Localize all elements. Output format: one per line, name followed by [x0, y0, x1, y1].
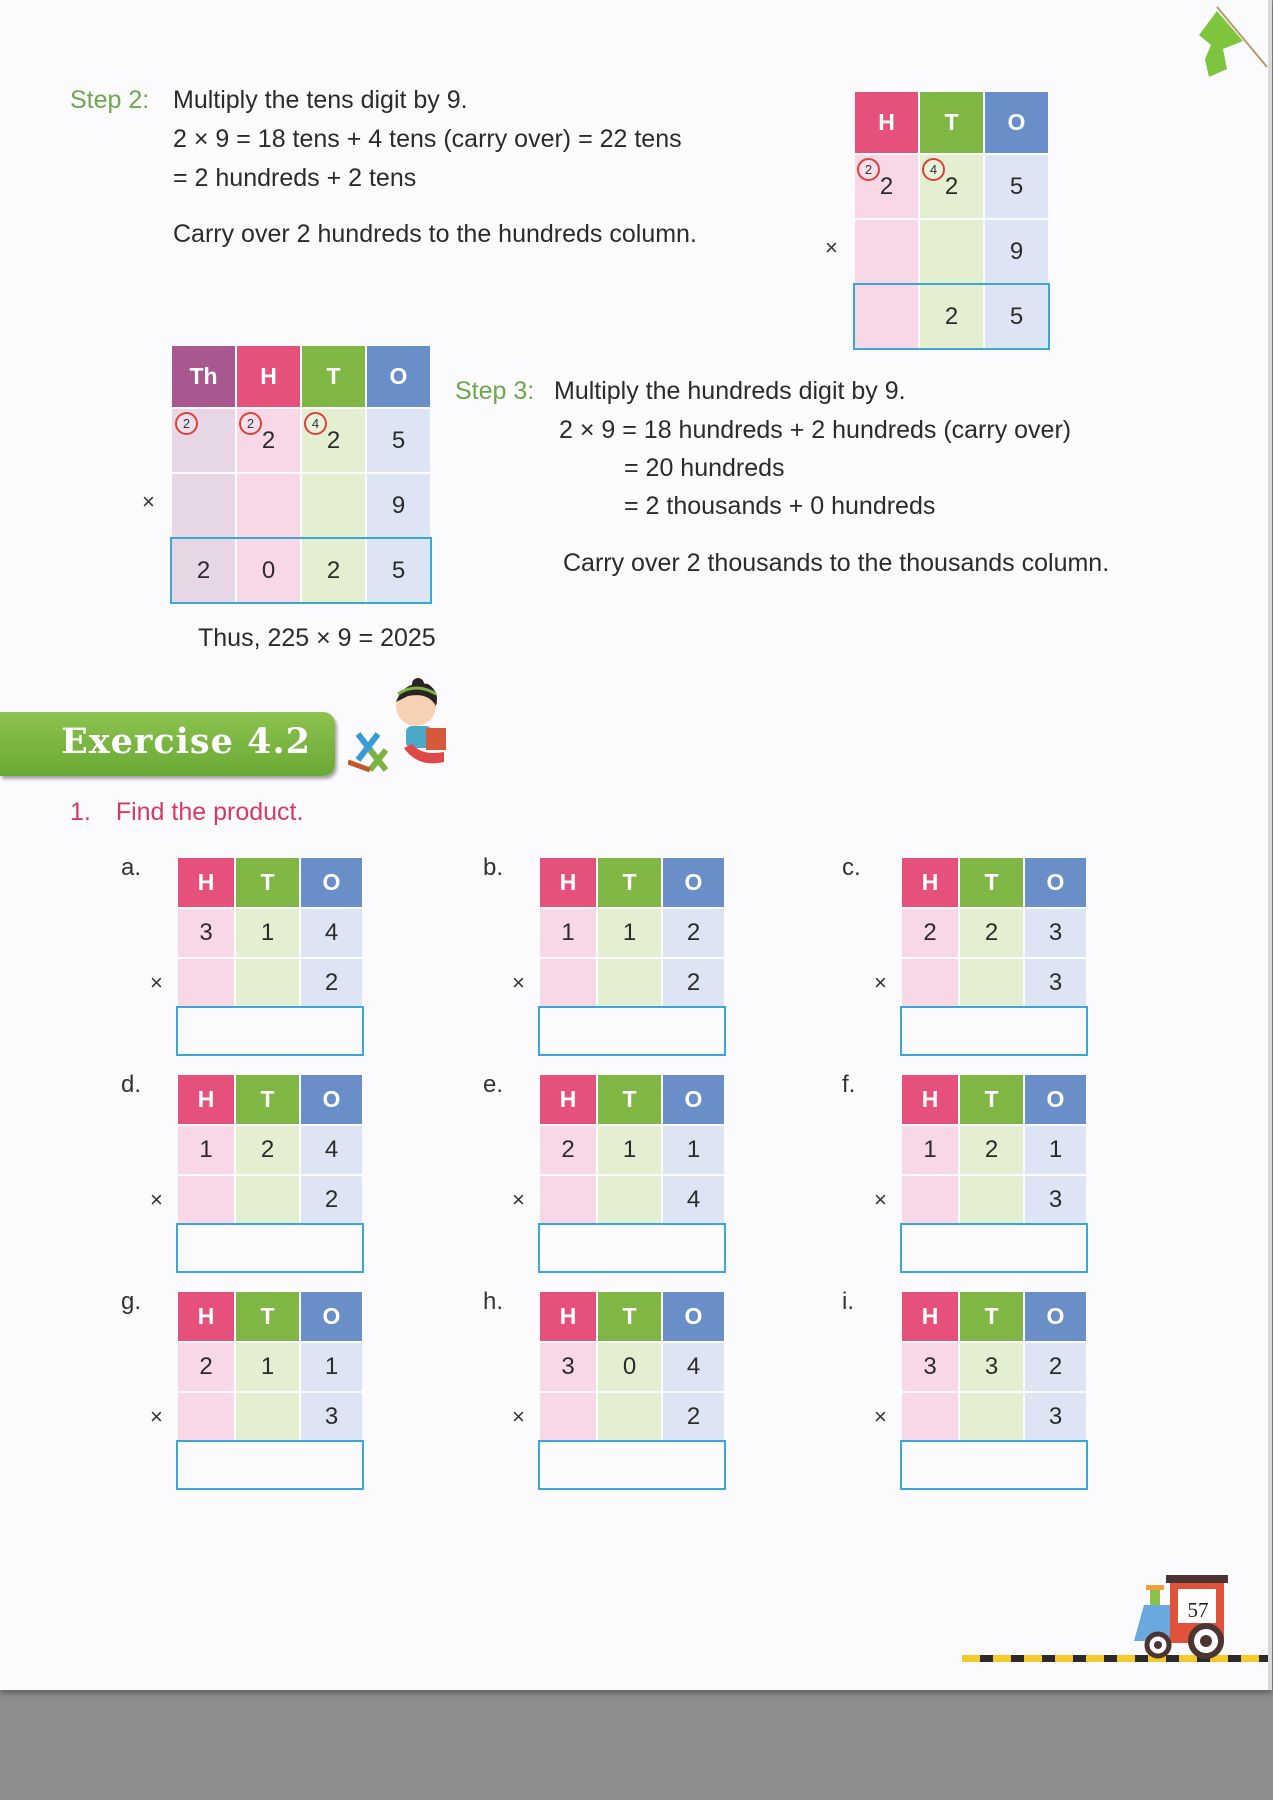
row1-hundreds: 2	[237, 409, 300, 472]
header-tens: T	[960, 858, 1023, 907]
problem-label: b.	[483, 854, 504, 881]
row2-tens	[236, 1176, 299, 1224]
header-tens: T	[960, 1292, 1023, 1341]
header-ones: O	[663, 1292, 724, 1341]
multiply-sign: ×	[150, 970, 163, 995]
header-hundreds: H	[855, 92, 918, 153]
row2-ones: 4	[663, 1176, 724, 1224]
row2-ones: 3	[1025, 959, 1086, 1007]
header-tens: T	[598, 1075, 661, 1124]
page-number: 57	[1187, 1598, 1209, 1622]
answer-tens: 2	[920, 285, 983, 348]
header-tens: T	[236, 858, 299, 907]
multiply-sign: ×	[874, 970, 887, 995]
row1-ones: 2	[1025, 1343, 1086, 1391]
header-tens: T	[302, 346, 365, 407]
header-ones: O	[1025, 1292, 1086, 1341]
header-hundreds: H	[540, 1075, 596, 1124]
row2-tens	[920, 220, 983, 283]
row1-ones: 2	[663, 909, 724, 957]
problem-label: e.	[483, 1071, 504, 1098]
row1-hundreds: 3	[540, 1343, 596, 1391]
answer-input-box[interactable]	[538, 1223, 726, 1273]
step3-line-1: Multiply the hundreds digit by 9.	[554, 377, 906, 405]
step2-line-1: Multiply the tens digit by 9.	[173, 86, 468, 114]
problem-label: c.	[842, 854, 861, 881]
cartoon-girl-icon	[348, 678, 458, 778]
step2-note: Carry over 2 hundreds to the hundreds column.	[173, 220, 697, 248]
row1-hundreds: 2	[178, 1343, 234, 1391]
row2-tens	[236, 1393, 299, 1441]
header-tens: T	[236, 1075, 299, 1124]
row2-ones: 3	[1025, 1176, 1086, 1224]
answer-input-box[interactable]	[900, 1223, 1088, 1273]
exercise-title: Exercise 4.2	[61, 721, 311, 762]
problem-label: i.	[842, 1288, 854, 1315]
header-hundreds: H	[902, 1075, 958, 1124]
row1-hundreds: 3	[902, 1343, 958, 1391]
header-ones: O	[367, 346, 430, 407]
multiply-sign: ×	[874, 1404, 887, 1429]
row2-hundreds	[237, 474, 300, 537]
row2-hundreds	[902, 1393, 958, 1441]
row1-ones: 4	[663, 1343, 724, 1391]
row2-ones: 2	[663, 959, 724, 1007]
row2-ones: 3	[301, 1393, 362, 1441]
answer-box	[170, 537, 432, 604]
step2-line-3: = 2 hundreds + 2 tens	[173, 164, 417, 192]
answer-hundreds: 0	[237, 539, 300, 602]
answer-thousands: 2	[172, 539, 235, 602]
row1-hundreds: 2	[902, 909, 958, 957]
answer-input-box[interactable]	[176, 1006, 364, 1056]
problem-label: h.	[483, 1288, 504, 1315]
header-ones: O	[301, 858, 362, 907]
row1-tens: 1	[598, 909, 661, 957]
step2-label: Step 2:	[70, 86, 150, 114]
header-hundreds: H	[902, 858, 958, 907]
header-hundreds: H	[178, 1075, 234, 1124]
problem-label: g.	[121, 1288, 142, 1315]
row1-ones: 4	[301, 1126, 362, 1174]
carry-hundreds: 2	[857, 158, 880, 181]
carry-tens: 4	[304, 412, 327, 435]
row2-hundreds	[178, 1393, 234, 1441]
answer-ones: 5	[367, 539, 430, 602]
step3-line-2: 2 × 9 = 18 hundreds + 2 hundreds (carry over)	[559, 416, 1072, 444]
question-number: 1.	[70, 798, 91, 826]
row1-hundreds: 2	[540, 1126, 596, 1174]
answer-input-box[interactable]	[538, 1006, 726, 1056]
step3-label: Step 3:	[455, 377, 535, 405]
answer-input-box[interactable]	[538, 1440, 726, 1490]
multiply-sign: ×	[512, 1404, 525, 1429]
row2-tens	[960, 959, 1023, 1007]
multiply-sign: ×	[825, 235, 838, 260]
row1-tens: 2	[236, 1126, 299, 1174]
row1-tens: 2	[960, 909, 1023, 957]
row2-hundreds	[178, 959, 234, 1007]
row2-tens	[598, 1393, 661, 1441]
row2-thousands	[172, 474, 235, 537]
row1-tens: 2	[302, 409, 365, 472]
row1-ones: 1	[1025, 1126, 1086, 1174]
header-hundreds: H	[178, 1292, 234, 1341]
row1-hundreds: 1	[540, 909, 596, 957]
header-hundreds: H	[540, 1292, 596, 1341]
row2-tens	[236, 959, 299, 1007]
row1-tens: 1	[236, 1343, 299, 1391]
row2-hundreds	[855, 220, 918, 283]
exercise-banner	[0, 712, 335, 776]
answer-box	[853, 283, 1050, 350]
header-hundreds: H	[902, 1292, 958, 1341]
multiply-sign: ×	[512, 1187, 525, 1212]
row1-ones: 3	[1025, 909, 1086, 957]
header-ones: O	[1025, 1075, 1086, 1124]
step3-note: Carry over 2 thousands to the thousands column.	[563, 549, 1110, 577]
flag-icon	[1185, 5, 1270, 85]
row1-hundreds: 2	[855, 155, 918, 218]
row1-tens: 2	[920, 155, 983, 218]
row2-ones: 9	[367, 474, 430, 537]
row2-hundreds	[902, 1176, 958, 1224]
row1-hundreds: 3	[178, 909, 234, 957]
row1-hundreds: 1	[178, 1126, 234, 1174]
header-thousands: Th	[172, 346, 235, 407]
row2-hundreds	[540, 1393, 596, 1441]
header-tens: T	[920, 92, 983, 153]
header-ones: O	[1025, 858, 1086, 907]
header-tens: T	[598, 858, 661, 907]
header-hundreds: H	[178, 858, 234, 907]
thus-result: Thus, 225 × 9 = 2025	[198, 624, 436, 652]
row2-ones: 2	[301, 959, 362, 1007]
row2-tens	[960, 1176, 1023, 1224]
answer-input-box[interactable]	[900, 1440, 1088, 1490]
header-ones: O	[985, 92, 1048, 153]
answer-tens: 2	[302, 539, 365, 602]
row1-ones: 5	[985, 155, 1048, 218]
row2-ones: 2	[301, 1176, 362, 1224]
problem-label: f.	[842, 1071, 856, 1098]
answer-input-box[interactable]	[900, 1006, 1088, 1056]
carry-hundreds: 2	[239, 412, 262, 435]
carry-thousands: 2	[175, 412, 198, 435]
row2-tens	[598, 959, 661, 1007]
row1-ones: 1	[301, 1343, 362, 1391]
multiply-sign: ×	[512, 970, 525, 995]
multiply-sign: ×	[142, 489, 155, 514]
answer-input-box[interactable]	[176, 1223, 364, 1273]
header-tens: T	[960, 1075, 1023, 1124]
row1-tens: 2	[960, 1126, 1023, 1174]
header-hundreds: H	[540, 858, 596, 907]
row2-tens	[960, 1393, 1023, 1441]
row2-hundreds	[902, 959, 958, 1007]
header-tens: T	[236, 1292, 299, 1341]
row2-hundreds	[178, 1176, 234, 1224]
header-ones: O	[301, 1292, 362, 1341]
header-ones: O	[663, 1075, 724, 1124]
multiply-sign: ×	[150, 1187, 163, 1212]
row1-tens: 1	[236, 909, 299, 957]
header-ones: O	[663, 858, 724, 907]
row1-ones: 1	[663, 1126, 724, 1174]
row2-tens	[302, 474, 365, 537]
problem-label: d.	[121, 1071, 142, 1098]
row2-ones: 2	[663, 1393, 724, 1441]
row1-ones: 5	[367, 409, 430, 472]
step3-line-4: = 2 thousands + 0 hundreds	[624, 492, 936, 520]
problem-label: a.	[121, 854, 142, 881]
row2-ones: 3	[1025, 1393, 1086, 1441]
row2-tens	[598, 1176, 661, 1224]
row1-tens: 1	[598, 1126, 661, 1174]
row1-tens: 0	[598, 1343, 661, 1391]
row1-ones: 4	[301, 909, 362, 957]
row1-hundreds: 1	[902, 1126, 958, 1174]
step2-line-2: 2 × 9 = 18 tens + 4 tens (carry over) = 22 tens	[173, 125, 682, 153]
question-text: Find the product.	[115, 798, 304, 826]
header-ones: O	[301, 1075, 362, 1124]
answer-input-box[interactable]	[176, 1440, 364, 1490]
step3-line-3: = 20 hundreds	[624, 454, 785, 482]
row2-hundreds	[540, 1176, 596, 1224]
multiply-sign: ×	[150, 1404, 163, 1429]
row2-ones: 9	[985, 220, 1048, 283]
carry-tens: 4	[922, 158, 945, 181]
multiply-sign: ×	[874, 1187, 887, 1212]
answer-ones: 5	[985, 285, 1048, 348]
row1-tens: 3	[960, 1343, 1023, 1391]
row2-hundreds	[540, 959, 596, 1007]
header-tens: T	[598, 1292, 661, 1341]
header-hundreds: H	[237, 346, 300, 407]
question-1	[70, 798, 303, 827]
